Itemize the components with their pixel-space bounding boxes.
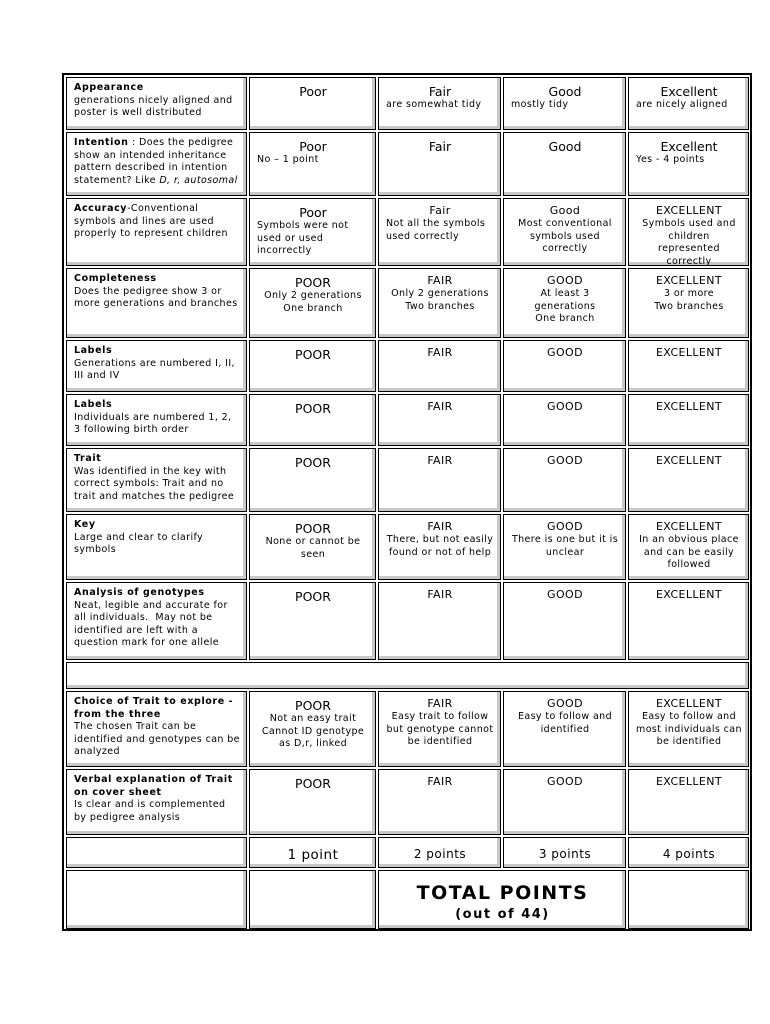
level-heading: EXCELLENT [655,274,723,287]
level-cell-excellent [628,340,749,392]
criterion-cell [66,448,247,512]
level-heading: Excellent [660,84,718,99]
rubric-row-choice-of-trait [64,691,750,767]
level-cell-fair [378,769,501,835]
level-heading: Poor [299,205,327,220]
level-heading: EXCELLENT [655,454,723,467]
level-heading: EXCELLENT [655,400,723,413]
level-heading: FAIR [427,454,453,467]
criterion-description [74,137,240,187]
criterion-cell [66,691,247,767]
level-heading: GOOD [547,400,583,413]
level-heading: POOR [295,347,331,362]
criterion-cell [66,268,247,338]
level-cell-excellent [628,691,749,767]
level-description: At least 3 generations One branch [534,288,596,324]
level-cell-poor [249,691,376,767]
level-heading: EXCELLENT [655,697,723,710]
level-cell-good [503,132,626,196]
criterion-title: Choice of Trait to explore - from the three [74,696,234,720]
level-description: Only 2 generations One branch [264,290,362,314]
level-heading: GOOD [547,346,583,359]
level-cell-poor [249,582,376,660]
level-description: Only 2 generations Two branches [391,288,489,312]
level-heading: Fair [429,204,451,217]
level-cell-good [503,514,626,580]
level-heading: POOR [295,776,331,791]
level-heading: GOOD [547,697,583,710]
total-points-subtitle: (out of 44) [455,907,550,922]
criterion-text-italic: D, r, autosomal [159,174,238,186]
level-cell-good [503,769,626,835]
criterion-title: Verbal explanation of Trait on cover sheet [74,774,233,798]
points-row [64,837,750,868]
level-cell-fair [378,132,501,196]
level-description: No – 1 point [257,154,319,165]
rubric-row-intention [64,132,750,196]
level-heading: GOOD [547,588,583,601]
level-heading: FAIR [427,274,453,287]
level-cell-excellent [628,514,749,580]
level-cell-fair [378,448,501,512]
level-heading: Fair [428,84,452,99]
level-heading: POOR [295,589,331,604]
rubric-row-verbal-explanation [64,769,750,835]
criterion-title: Labels [74,399,113,410]
level-heading: FAIR [427,346,453,359]
rubric-row-completeness [64,268,750,338]
level-cell-fair [378,394,501,446]
level-heading: GOOD [547,775,583,788]
criterion-cell [66,514,247,580]
points-value: 2 points [413,847,467,861]
total-points-title: TOTAL POINTS [416,882,589,904]
criterion-description: Was identified in the key with correct symbols: Trait and no trait and matches the pedigree [74,465,235,502]
criterion-description: Individuals are numbered 1, 2, 3 following birth order [74,411,232,435]
level-heading: Good [549,204,581,217]
level-cell-fair [378,340,501,392]
spacer-row [64,662,750,689]
criterion-cell [66,394,247,446]
criterion-description: Does the pedigree show 3 or more generations and branches [74,285,238,309]
level-cell-excellent [628,448,749,512]
criterion-title: Trait [74,453,102,464]
level-heading: POOR [295,455,331,470]
level-heading: Fair [428,139,452,154]
criterion-description: generations nicely aligned and poster is well distributed [74,94,233,118]
level-cell-good [503,394,626,446]
level-cell-good [503,691,626,767]
level-cell-excellent [628,582,749,660]
level-heading: Good [548,139,582,154]
level-cell-fair [378,198,501,266]
criterion-cell [66,769,247,835]
level-cell-excellent [628,769,749,835]
level-description: 3 or more Two branches [654,288,724,312]
level-heading: POOR [295,275,331,290]
level-description: Yes - 4 points [636,154,705,165]
level-heading: Good [548,84,582,99]
level-description: Easy trait to follow but genotype cannot be identified [386,711,494,747]
level-heading: FAIR [427,588,453,601]
level-heading: GOOD [547,274,583,287]
level-heading: FAIR [427,775,453,788]
points-value: 1 point [287,847,339,863]
level-heading: GOOD [547,454,583,467]
level-description: are nicely aligned [636,99,728,110]
level-cell-excellent [628,394,749,446]
criterion-cell [66,77,247,130]
level-cell-poor [249,448,376,512]
level-cell-fair [378,691,501,767]
level-heading: EXCELLENT [655,346,723,359]
rubric-table [62,73,752,931]
level-cell-good [503,340,626,392]
level-heading: Poor [299,139,327,154]
level-cell-poor [249,77,376,130]
level-description: There, but not easily found or not of help [386,534,494,558]
criterion-title: Completeness [74,273,157,284]
level-description: Not all the symbols used correctly [386,218,486,242]
rubric-row-labels-generations [64,340,750,392]
criterion-cell [66,132,247,196]
criterion-description: Generations are numbered I, II, III and IV [74,357,235,381]
criterion-description: Large and clear to clarify symbols [74,531,204,555]
points-cell-3 [503,837,626,868]
rubric-row-accuracy [64,198,750,266]
criterion-cell [66,340,247,392]
total-blank-cell [249,870,376,929]
level-description: Easy to follow and most individuals can be identified [636,711,742,747]
level-description: mostly tidy [511,99,569,110]
level-cell-good [503,582,626,660]
criterion-title: Intention [74,137,129,148]
level-heading: EXCELLENT [655,588,723,601]
level-heading: POOR [295,521,331,536]
criterion-description [74,203,240,241]
criterion-cell [66,582,247,660]
points-value: 4 points [662,847,716,861]
level-cell-fair [378,268,501,338]
level-heading: GOOD [547,520,583,533]
points-value: 3 points [538,847,592,861]
criterion-text: : Does the pedigree show an intended inheritance pattern described in intention statement? Like [74,137,237,186]
level-cell-poor [249,769,376,835]
rubric-row-analysis-of-genotypes [64,582,750,660]
level-description: Easy to follow and identified [517,711,613,735]
total-points-cell [378,870,626,929]
level-cell-good [503,268,626,338]
criterion-description: Is clear and is complemented by pedigree analysis [74,799,226,823]
level-cell-good [503,448,626,512]
points-label-cell [66,837,247,868]
criterion-text: -Conventional symbols and lines are used properly to represent children [74,203,228,239]
level-heading: EXCELLENT [655,775,723,788]
level-description: Symbols were not used or used incorrectly [257,220,349,256]
level-cell-poor [249,340,376,392]
level-description: Most conventional symbols used correctly [518,218,612,254]
level-cell-excellent [628,198,749,266]
level-description: None or cannot be seen [265,536,361,560]
level-description: Symbols used and children represented correctly [642,218,736,266]
level-description: In an obvious place and can be easily followed [639,534,739,570]
criterion-title: Key [74,519,96,530]
criterion-title: Labels [74,345,113,356]
level-cell-excellent [628,77,749,130]
level-heading: FAIR [427,400,453,413]
level-description: are somewhat tidy [386,99,482,110]
level-cell-good [503,77,626,130]
level-description: Not an easy trait Cannot ID genotype as D,r, linked [261,713,365,749]
criterion-description: Neat, legible and accurate for all individuals. May not be identified are left with a question mark for one allele [74,599,232,648]
level-heading: Poor [299,84,327,99]
level-cell-fair [378,77,501,130]
level-heading: FAIR [427,697,453,710]
points-cell-2 [378,837,501,868]
level-description: There is one but it is unclear [511,534,619,558]
total-row [64,870,750,929]
level-heading: FAIR [427,520,453,533]
points-cell-4 [628,837,749,868]
level-cell-fair [378,582,501,660]
total-blank-cell [66,870,247,929]
criterion-title: Appearance [74,82,144,93]
level-cell-poor [249,132,376,196]
criterion-description: The chosen Trait can be identified and genotypes can be analyzed [74,721,240,757]
level-heading: POOR [295,401,331,416]
rubric-row-appearance [64,77,750,130]
criterion-cell [66,198,247,266]
rubric-row-trait [64,448,750,512]
level-cell-poor [249,514,376,580]
level-cell-excellent [628,268,749,338]
level-cell-poor [249,268,376,338]
level-cell-poor [249,394,376,446]
criterion-title: Accuracy [74,203,128,214]
level-heading: EXCELLENT [655,204,723,217]
level-heading: Excellent [660,139,718,154]
level-cell-poor [249,198,376,266]
criterion-title: Analysis of genotypes [74,587,205,598]
level-cell-good [503,198,626,266]
total-score-cell[interactable] [628,870,749,929]
rubric-row-key [64,514,750,580]
level-cell-excellent [628,132,749,196]
rubric-row-labels-individuals [64,394,750,446]
level-heading: EXCELLENT [655,520,723,533]
spacer-cell [66,662,749,689]
level-heading: POOR [295,698,331,713]
points-cell-1 [249,837,376,868]
level-cell-fair [378,514,501,580]
